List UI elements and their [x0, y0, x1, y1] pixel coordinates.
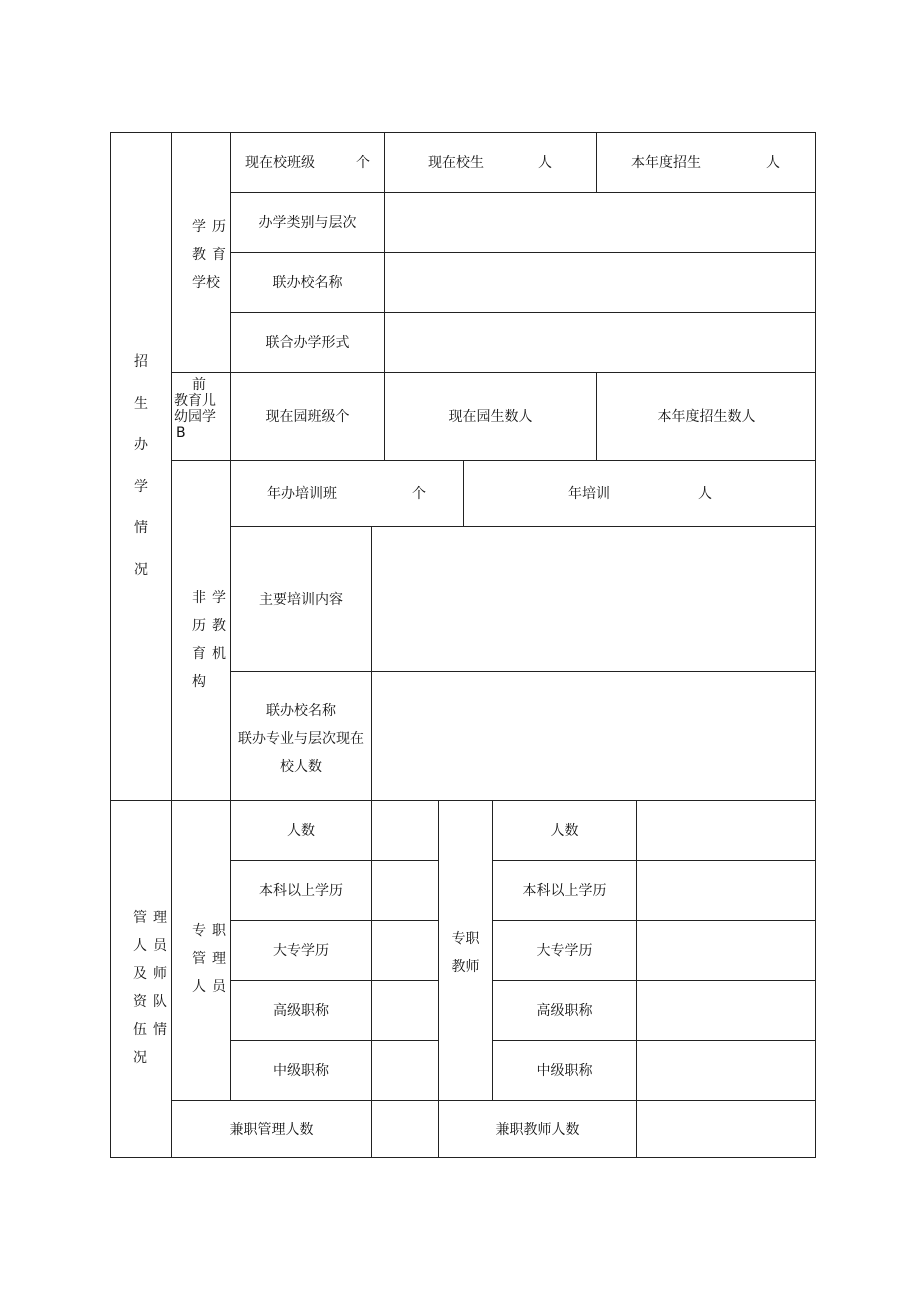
kindergarten-students: 现在园生数人: [448, 409, 533, 425]
current-classes-label: 现在校班级: [245, 155, 315, 171]
edu-school-label-3: 学校: [192, 275, 220, 291]
edu-school-label-2: 教育: [192, 247, 232, 263]
preschool-label-1: 前: [192, 377, 206, 393]
admin-row-senior-title: 高级职称: [273, 1003, 329, 1019]
admin-staff-label: 专职管理人员: [192, 923, 232, 995]
teacher-row-senior-title: 高级职称: [536, 1003, 593, 1019]
joint-school-name-label: 联办校名称: [272, 275, 343, 291]
kindergarten-enroll: 本年度招生数人: [657, 409, 756, 425]
type-level-label: 办学类别与层次: [258, 215, 357, 231]
admin-row-bachelor: 本科以上学历: [259, 883, 343, 899]
kindergarten-classes: 现在园班级个: [265, 409, 350, 425]
joint-block-line-1: 联办校名称: [266, 703, 336, 719]
current-classes-unit: 个: [356, 155, 370, 171]
annual-enroll-label: 本年度招生: [631, 155, 701, 171]
joint-block-line-2: 联办专业与层次现在: [238, 731, 364, 747]
teacher-label-1: 专职: [451, 931, 480, 947]
enroll-section-title: 招生办学情况: [134, 354, 148, 578]
parttime-teacher-label: 兼职教师人数: [495, 1122, 580, 1138]
annual-enroll-unit: 人: [766, 155, 780, 171]
preschool-label-3: 幼园学: [174, 409, 216, 425]
parttime-admin-label: 兼职管理人数: [229, 1122, 314, 1138]
preschool-label-extra: B: [176, 425, 186, 441]
nondegree-label: 非学历教育机构: [192, 590, 232, 690]
joint-block-line-3: 校人数: [280, 759, 322, 775]
training-people-unit: 人: [698, 486, 712, 502]
teacher-row-bachelor: 本科以上学历: [522, 883, 607, 899]
teacher-label-2: 教师: [451, 959, 480, 975]
teacher-row-count: 人数: [550, 823, 579, 839]
admin-row-count: 人数: [287, 823, 315, 839]
staff-section-title: 管理人员及师资队伍情况: [133, 910, 173, 1066]
teacher-row-college: 大专学历: [536, 943, 593, 959]
current-students-unit: 人: [538, 155, 552, 171]
joint-form-label: 联合办学形式: [265, 335, 350, 351]
training-classes-label: 年办培训班: [267, 486, 337, 502]
main-training-content-label: 主要培训内容: [259, 592, 343, 608]
edu-school-label-1: 学历: [192, 219, 232, 235]
training-classes-unit: 个: [412, 486, 426, 502]
preschool-label-2: 教育儿: [174, 393, 216, 409]
teacher-row-mid-title: 中级职称: [536, 1063, 593, 1079]
current-students-label: 现在校生: [428, 155, 484, 171]
training-people-label: 年培训: [568, 486, 610, 502]
admin-row-mid-title: 中级职称: [273, 1063, 329, 1079]
admin-row-college: 大专学历: [273, 943, 329, 959]
